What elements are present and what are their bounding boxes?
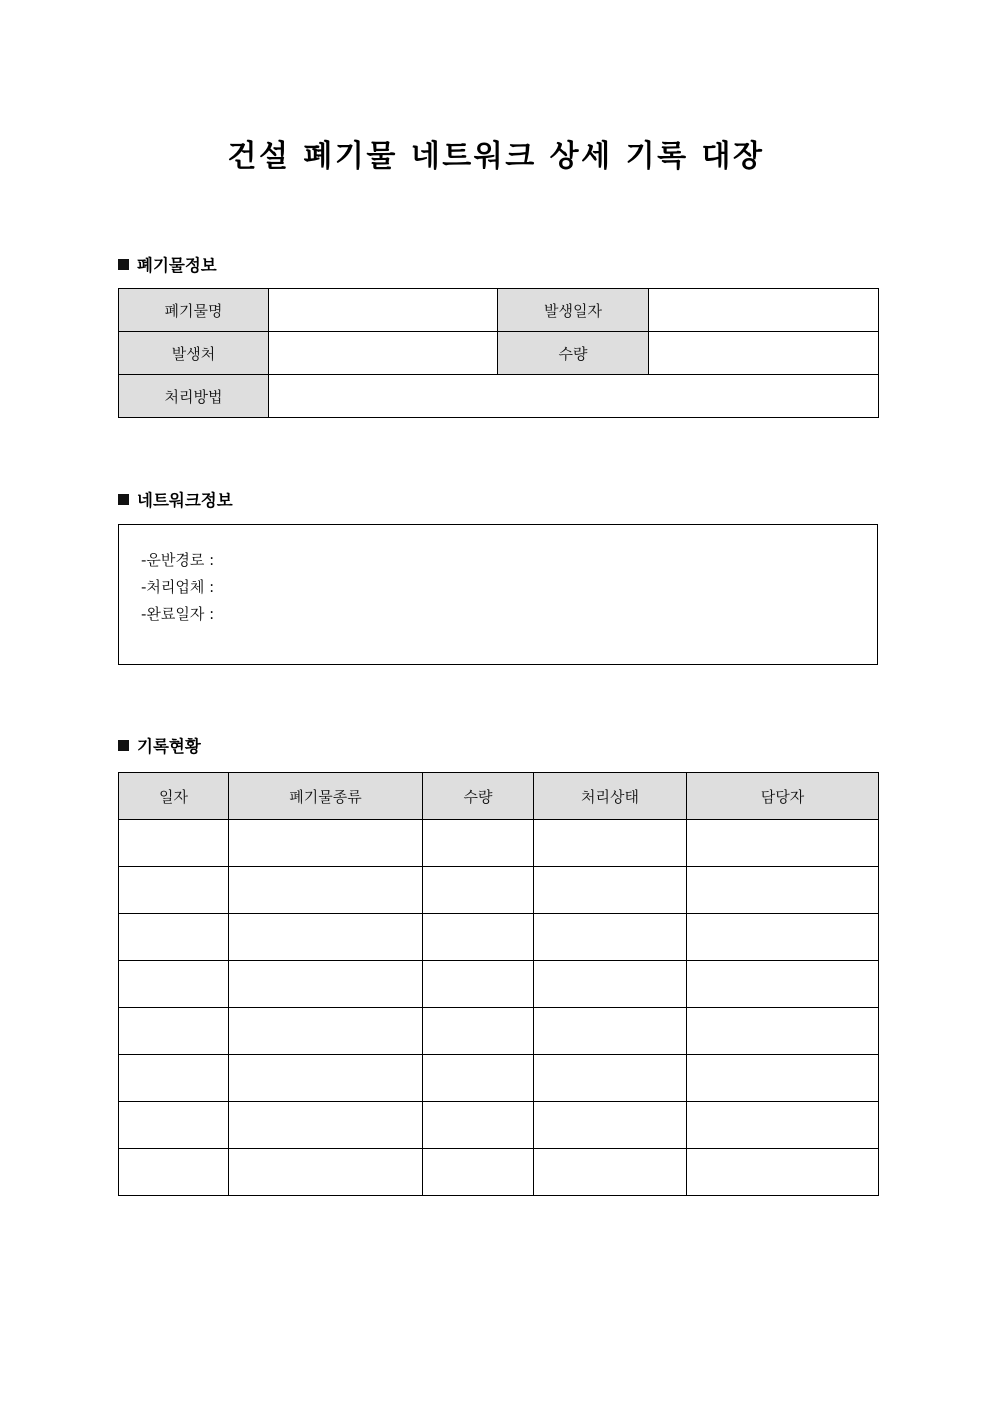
- table-cell[interactable]: [423, 1149, 534, 1196]
- column-header-waste-type: 폐기물종류: [229, 773, 423, 820]
- network-line-completion-date: -완료일자 :: [141, 605, 215, 623]
- table-cell[interactable]: [687, 1008, 879, 1055]
- network-line-transport-route: -운반경로 :: [141, 551, 215, 569]
- table-cell[interactable]: [119, 961, 229, 1008]
- section-heading-label: 폐기물정보: [137, 256, 217, 275]
- table-cell[interactable]: [534, 867, 687, 914]
- field-value-quantity[interactable]: [649, 332, 879, 375]
- table-cell[interactable]: [534, 1008, 687, 1055]
- table-cell[interactable]: [534, 1055, 687, 1102]
- table-cell[interactable]: [687, 820, 879, 867]
- table-row: [119, 1102, 879, 1149]
- table-cell[interactable]: [687, 867, 879, 914]
- field-value-origin[interactable]: [269, 332, 498, 375]
- column-header-processing-state: 처리상태: [534, 773, 687, 820]
- table-cell[interactable]: [687, 1055, 879, 1102]
- table-cell[interactable]: [687, 1102, 879, 1149]
- table-cell[interactable]: [534, 820, 687, 867]
- section-heading-label: 기록현황: [137, 737, 201, 756]
- table-row: [119, 1055, 879, 1102]
- page-title: 건설 폐기물 네트워크 상세 기록 대장: [227, 139, 765, 174]
- table-cell[interactable]: [229, 1149, 423, 1196]
- table-cell[interactable]: [423, 1055, 534, 1102]
- field-value-disposal-method[interactable]: [269, 375, 879, 418]
- table-cell[interactable]: [229, 1055, 423, 1102]
- column-header-date: 일자: [119, 773, 229, 820]
- network-line-processing-company: -처리업체 :: [141, 578, 215, 596]
- section-heading-record-status: [118, 733, 201, 757]
- field-value-occurrence-date[interactable]: [649, 289, 879, 332]
- table-cell[interactable]: [534, 961, 687, 1008]
- table-row: [119, 375, 879, 418]
- table-cell[interactable]: [229, 820, 423, 867]
- field-label-origin: 발생처: [119, 332, 269, 375]
- table-cell[interactable]: [534, 914, 687, 961]
- field-label-occurrence-date: 발생일자: [498, 289, 649, 332]
- table-cell[interactable]: [119, 1008, 229, 1055]
- table-cell[interactable]: [687, 914, 879, 961]
- table-cell[interactable]: [229, 1008, 423, 1055]
- table-cell[interactable]: [229, 867, 423, 914]
- table-cell[interactable]: [687, 961, 879, 1008]
- table-cell[interactable]: [119, 1055, 229, 1102]
- section-heading-label: 네트워크정보: [137, 491, 233, 510]
- table-cell[interactable]: [119, 1149, 229, 1196]
- record-status-table: [118, 772, 879, 1196]
- table-cell[interactable]: [687, 1149, 879, 1196]
- table-row: [119, 1149, 879, 1196]
- table-cell[interactable]: [423, 1008, 534, 1055]
- table-cell[interactable]: [119, 1102, 229, 1149]
- square-bullet-icon: [118, 740, 129, 751]
- field-label-waste-name: 폐기물명: [119, 289, 269, 332]
- table-cell[interactable]: [119, 867, 229, 914]
- table-row: [119, 332, 879, 375]
- network-info-box[interactable]: [118, 524, 878, 665]
- table-row: [119, 1008, 879, 1055]
- field-label-disposal-method: 처리방법: [119, 375, 269, 418]
- table-row: [119, 914, 879, 961]
- table-cell[interactable]: [423, 820, 534, 867]
- table-row: [119, 820, 879, 867]
- section-heading-waste-info: [118, 252, 217, 276]
- field-label-quantity: 수량: [498, 332, 649, 375]
- column-header-quantity: 수량: [423, 773, 534, 820]
- table-cell[interactable]: [423, 1102, 534, 1149]
- waste-info-table: [118, 288, 879, 418]
- table-cell[interactable]: [423, 867, 534, 914]
- table-cell[interactable]: [229, 914, 423, 961]
- table-cell[interactable]: [423, 961, 534, 1008]
- table-row: [119, 867, 879, 914]
- column-header-manager: 담당자: [687, 773, 879, 820]
- square-bullet-icon: [118, 259, 129, 270]
- table-cell[interactable]: [229, 1102, 423, 1149]
- section-heading-network-info: [118, 487, 233, 511]
- table-cell[interactable]: [534, 1102, 687, 1149]
- table-header-row: [119, 773, 879, 820]
- table-row: [119, 961, 879, 1008]
- table-cell[interactable]: [534, 1149, 687, 1196]
- table-cell[interactable]: [229, 961, 423, 1008]
- field-value-waste-name[interactable]: [269, 289, 498, 332]
- table-row: [119, 289, 879, 332]
- square-bullet-icon: [118, 494, 129, 505]
- table-cell[interactable]: [119, 914, 229, 961]
- table-cell[interactable]: [119, 820, 229, 867]
- table-cell[interactable]: [423, 914, 534, 961]
